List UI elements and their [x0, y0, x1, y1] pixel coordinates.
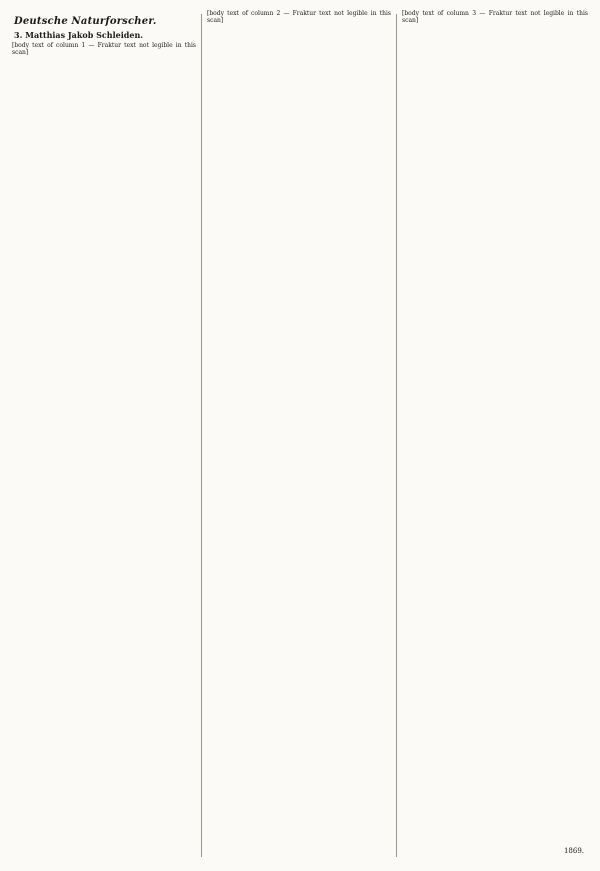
section-title: Deutsche Naturforscher. — [14, 16, 157, 27]
document-page — [12, 10, 588, 861]
column-divider — [396, 14, 397, 857]
article-title: 3. Matthias Jakob Schleiden. — [14, 30, 144, 40]
column-1-text: [body text of column 1 — Fraktur text not legible in this scan] — [12, 42, 196, 56]
column-2-text: [body text of column 2 — Fraktur text not legible in this scan] — [207, 10, 391, 24]
date-line: 1869. — [563, 847, 584, 855]
text-column-1 — [12, 10, 196, 861]
text-column-3 — [402, 10, 588, 861]
column-divider — [201, 14, 202, 857]
column-3-text: [body text of column 3 — Fraktur text not legible in this scan] — [402, 10, 588, 24]
text-column-2 — [207, 10, 391, 861]
